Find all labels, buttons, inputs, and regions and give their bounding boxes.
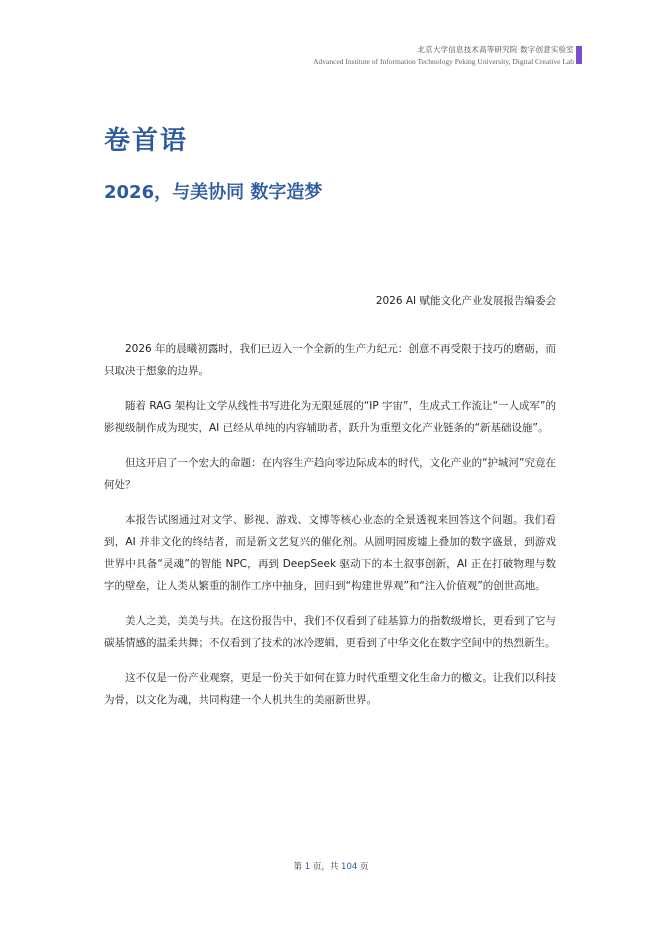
paragraph-4: 本报告试图通过对文学、影视、游戏、文博等核心业态的全景透视来回答这个问题。我们看到，AI 并非文化的终结者，而是新文艺复兴的催化剂。从圆明园废墟上叠加的数字盛景，到游戏世界中具备“灵魂”的智能 NPC，再到 DeepSeek 驱动下的本土叙事创新，AI 正在打破物理与数字的壁垒，让人类从繁重的制作工序中抽身，回归到“构建世界观”和“注入价值观”的创世高地。 [104, 514, 556, 592]
page-title: 卷首语 [104, 126, 189, 156]
footer-prefix: 第 [293, 862, 302, 872]
page-subtitle: 2026，与美协同 数字造梦 [104, 182, 323, 203]
footer-total-pages: 104 [341, 862, 358, 872]
footer-page-number: 1 [304, 862, 311, 872]
paragraph-6: 这不仅是一份产业观察，更是一份关于如何在算力时代重塑文化生命力的檄文。让我们以科技为骨，以文化为魂，共同构建一个人机共生的美丽新世界。 [104, 672, 556, 706]
paragraph-1: 2026 年的晨曦初露时，我们已迈入一个全新的生产力纪元：创意不再受限于技巧的磨砺，而只取决于想象的边界。 [104, 343, 556, 377]
header-accent-bar [576, 46, 582, 64]
editorial-committee: 2026 AI 赋能文化产业发展报告编委会 [375, 295, 556, 307]
footer-middle: 页，共 [312, 862, 339, 872]
paragraph-5: 美人之美，美美与共。在这份报告中，我们不仅看到了硅基算力的指数级增长，更看到了它与碳基情感的温柔共舞；不仅看到了技术的冰冷逻辑，更看到了中华文化在数字空间中的热烈新生。 [104, 615, 556, 649]
page-footer [0, 860, 662, 872]
header-institute-en: Advanced Institute of Information Technology Peking University, Digital Creative Lab [313, 57, 574, 66]
paragraph-3: 但这开启了一个宏大的命题：在内容生产趋向零边际成本的时代，文化产业的“护城河”究竟在何处？ [104, 457, 556, 491]
footer-suffix: 页 [359, 862, 369, 872]
header-institute-cn: 北京大学信息技术高等研究院 数字创意实验室 [417, 45, 574, 54]
body-text [104, 338, 556, 724]
paragraph-2: 随着 RAG 架构让文学从线性书写进化为无限延展的“IP 宇宙”，生成式工作流让“一人成军”的影视级制作成为现实，AI 已经从单纯的内容辅助者，跃升为重塑文化产业链条的“新基础设施”。 [104, 400, 556, 434]
